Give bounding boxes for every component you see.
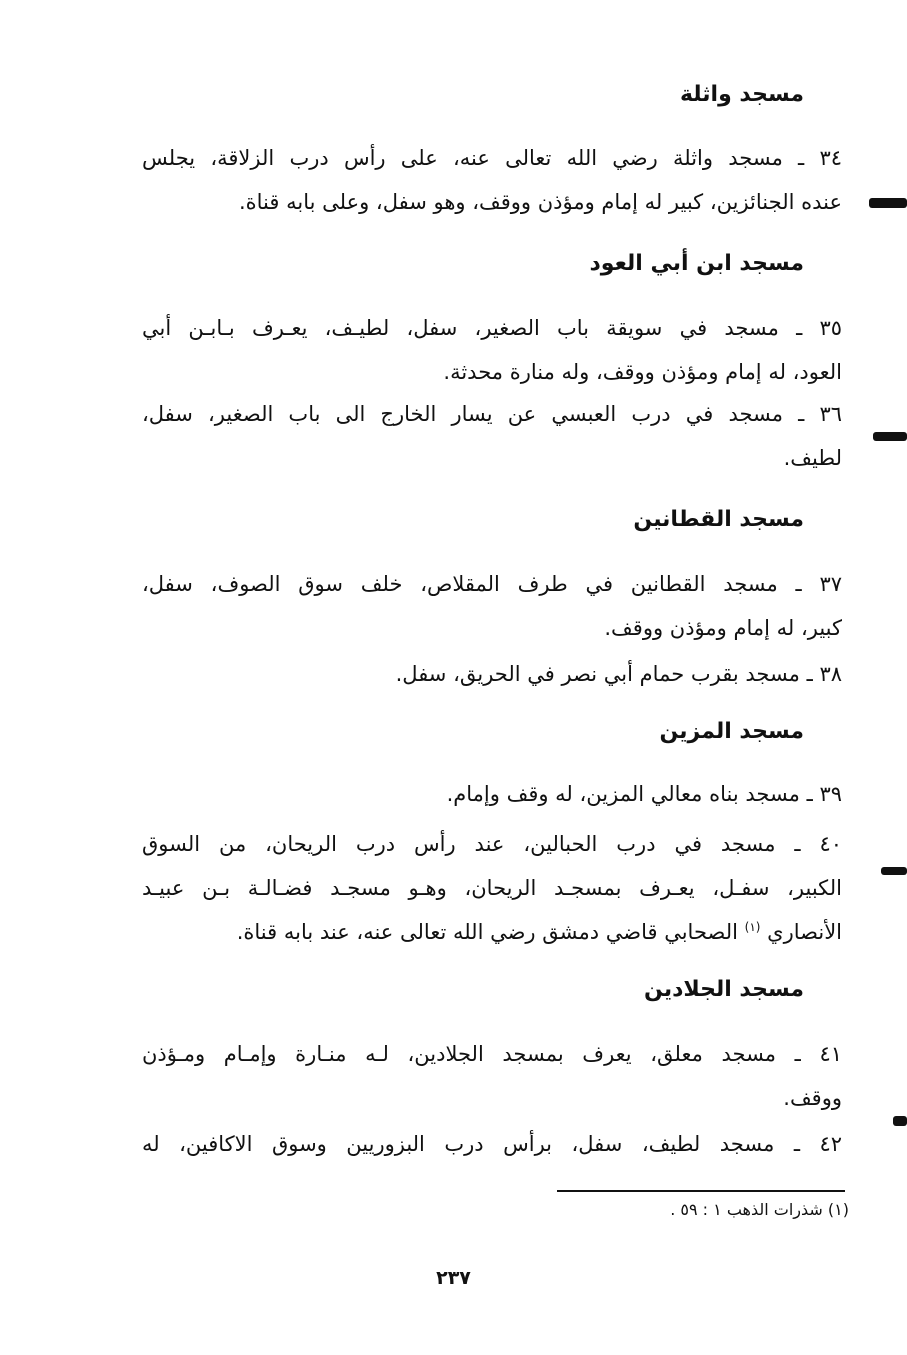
- entry-36-line-2: لطيف.: [783, 446, 842, 470]
- entry-40-line-1: ٤٠ ـ مسجد في درب الحبالين، عند رأس درب الريحان، من السوق: [142, 832, 842, 856]
- entry-38: [142, 652, 842, 696]
- entry-35-line-1: ٣٥ ـ مسجد في سويقة باب الصغير، سفل، لطيـف، يعـرف بـابـن أبي: [142, 316, 842, 340]
- scan-margin-mark: [869, 198, 907, 208]
- entry-40-line-3-start: الأنصاري: [767, 920, 842, 944]
- entry-39: [142, 772, 842, 816]
- entry-42: [142, 1122, 842, 1166]
- entry-41-line-1: ٤١ ـ مسجد معلق، يعرف بمسجد الجلادين، لـه منـارة وإمـام ومـؤذن: [142, 1042, 842, 1066]
- footnote-divider: [557, 1190, 845, 1192]
- entry-40-line-2: الكبير، سفـل، يعـرف بمسجـد الريحان، وهـو مسجـد فضـالـة بـن عبيـد: [142, 876, 842, 900]
- entry-41-line-2: ووقف.: [783, 1086, 842, 1110]
- entry-40-line-3-end: الصحابي قاضي دمشق رضي الله تعالى عنه، عند بابه قناة.: [236, 920, 738, 944]
- section-heading-jalladin: مسجد الجلادين: [644, 977, 804, 1002]
- entry-40-line-3: [142, 910, 842, 954]
- entry-37-line-2: كبير، له إمام ومؤذن ووقف.: [604, 616, 842, 640]
- section-heading-qattanin: مسجد القطانين: [633, 507, 804, 532]
- entry-36: [142, 392, 842, 480]
- section-heading-ibn-abi-al-ud: مسجد ابن أبي العود: [589, 251, 804, 276]
- entry-37: [142, 562, 842, 650]
- page-number: ٢٣٧: [436, 1267, 471, 1289]
- entry-35: [142, 306, 842, 394]
- entry-40: [142, 822, 842, 954]
- entry-34: [142, 136, 842, 224]
- scan-margin-mark: [873, 432, 907, 441]
- entry-38-line-1: ٣٨ ـ مسجد بقرب حمام أبي نصر في الحريق، سفل.: [395, 662, 842, 686]
- entry-39-line-1: ٣٩ ـ مسجد بناه معالي المزين، له وقف وإمام.: [446, 782, 842, 806]
- scan-margin-mark: [881, 867, 907, 875]
- entry-34-line-1: ٣٤ ـ مسجد واثلة رضي الله تعالى عنه، على رأس درب الزلاقة، يجلس: [142, 146, 842, 170]
- entry-35-line-2: العود، له إمام ومؤذن ووقف، وله منارة محدثة.: [443, 360, 842, 384]
- entry-41: [142, 1032, 842, 1120]
- scan-margin-mark: [893, 1116, 907, 1126]
- entry-34-line-2: عنده الجنائزين، كبير له إمام ومؤذن ووقف، وهو سفل، وعلى بابه قناة.: [238, 190, 842, 214]
- section-heading-wathila: مسجد واثلة: [679, 82, 804, 107]
- section-heading-muzayyin: مسجد المزين: [659, 719, 804, 744]
- entry-37-line-1: ٣٧ ـ مسجد القطانين في طرف المقلاص، خلف سوق الصوف، سفل،: [142, 572, 842, 596]
- footnote-reference: (١): [744, 920, 761, 934]
- footnote: (١) شذرات الذهب ١ : ٥٩ .: [670, 1200, 849, 1219]
- entry-36-line-1: ٣٦ ـ مسجد في درب العبسي عن يسار الخارج الى باب الصغير، سفل،: [142, 402, 842, 426]
- entry-42-line-1: ٤٢ ـ مسجد لطيف، سفل، برأس درب البزوريين وسوق الاكافين، له: [142, 1132, 842, 1156]
